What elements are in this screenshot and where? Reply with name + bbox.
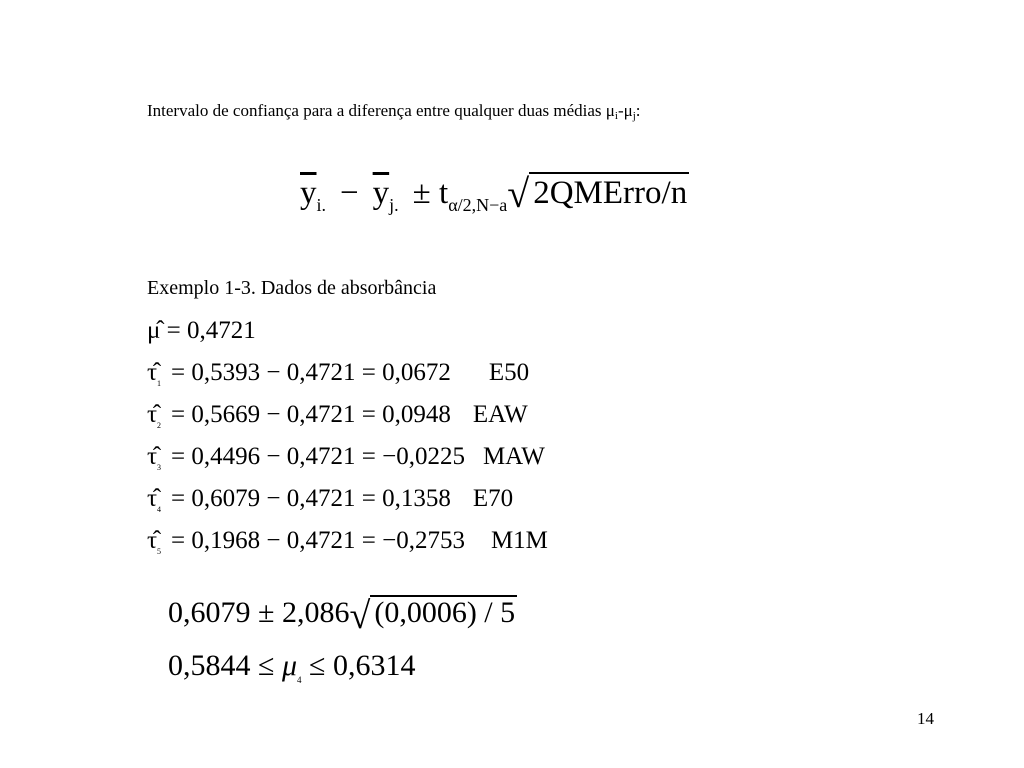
treatment-label: EAW	[472, 401, 528, 428]
minus-sign: −	[340, 175, 359, 211]
treatment-label: MAW	[482, 443, 545, 470]
y-bar-i: $\overline{y}$	[300, 175, 317, 211]
sqrt-icon: √	[349, 595, 371, 637]
intro-text: Intervalo de confiança para a diferença entre qualquer duas médias $\mu_i-\mu_j$:	[147, 101, 641, 122]
confidence-interval-formula: $\overline{y}_{i.} - \overline{y}_{j.} \pm t_{\alpha/2,N-a}√$ 2QMErro/n	[300, 171, 688, 216]
plus-minus-t: ± t	[412, 175, 449, 211]
treatment-label: M1M	[490, 527, 548, 554]
treatment-label: E70	[472, 485, 514, 512]
radicand: 2QMErro/n	[529, 172, 689, 210]
mu-hat-line: μ̂ = 0,4721	[147, 317, 256, 344]
y-bar-j: $\overline{y}$	[372, 175, 390, 211]
interval-calculation: 0,6079 ± 2,086√ (0,0006) / 5	[168, 595, 516, 637]
example-title: Exemplo 1-3. Dados de absorbância	[147, 277, 437, 299]
sqrt-icon: √	[507, 171, 530, 216]
tau-line-1: $\taû_1 = 0,5393 - 0,4721 = 0,0672$ E50	[147, 359, 530, 388]
treatment-label: E50	[488, 359, 530, 386]
tau-line-4: $\taû_4 = 0,6079 - 0,4721 = 0,1358$ E70	[147, 485, 514, 514]
tau-line-5: $\taû_5 = 0,1968 - 0,4721 = -0,2753$ M1M	[147, 527, 548, 556]
interval-result: $0,5844 \le \mu_4 \le 0,6314$	[168, 649, 416, 685]
tau-line-3: $\taû_3 = 0,4496 - 0,4721 = -0,0225$ MAW	[147, 443, 545, 472]
page-number: 14	[917, 709, 934, 728]
tau-line-2: $\taû_2 = 0,5669 - 0,4721 = 0,0948$ EAW	[147, 401, 528, 430]
